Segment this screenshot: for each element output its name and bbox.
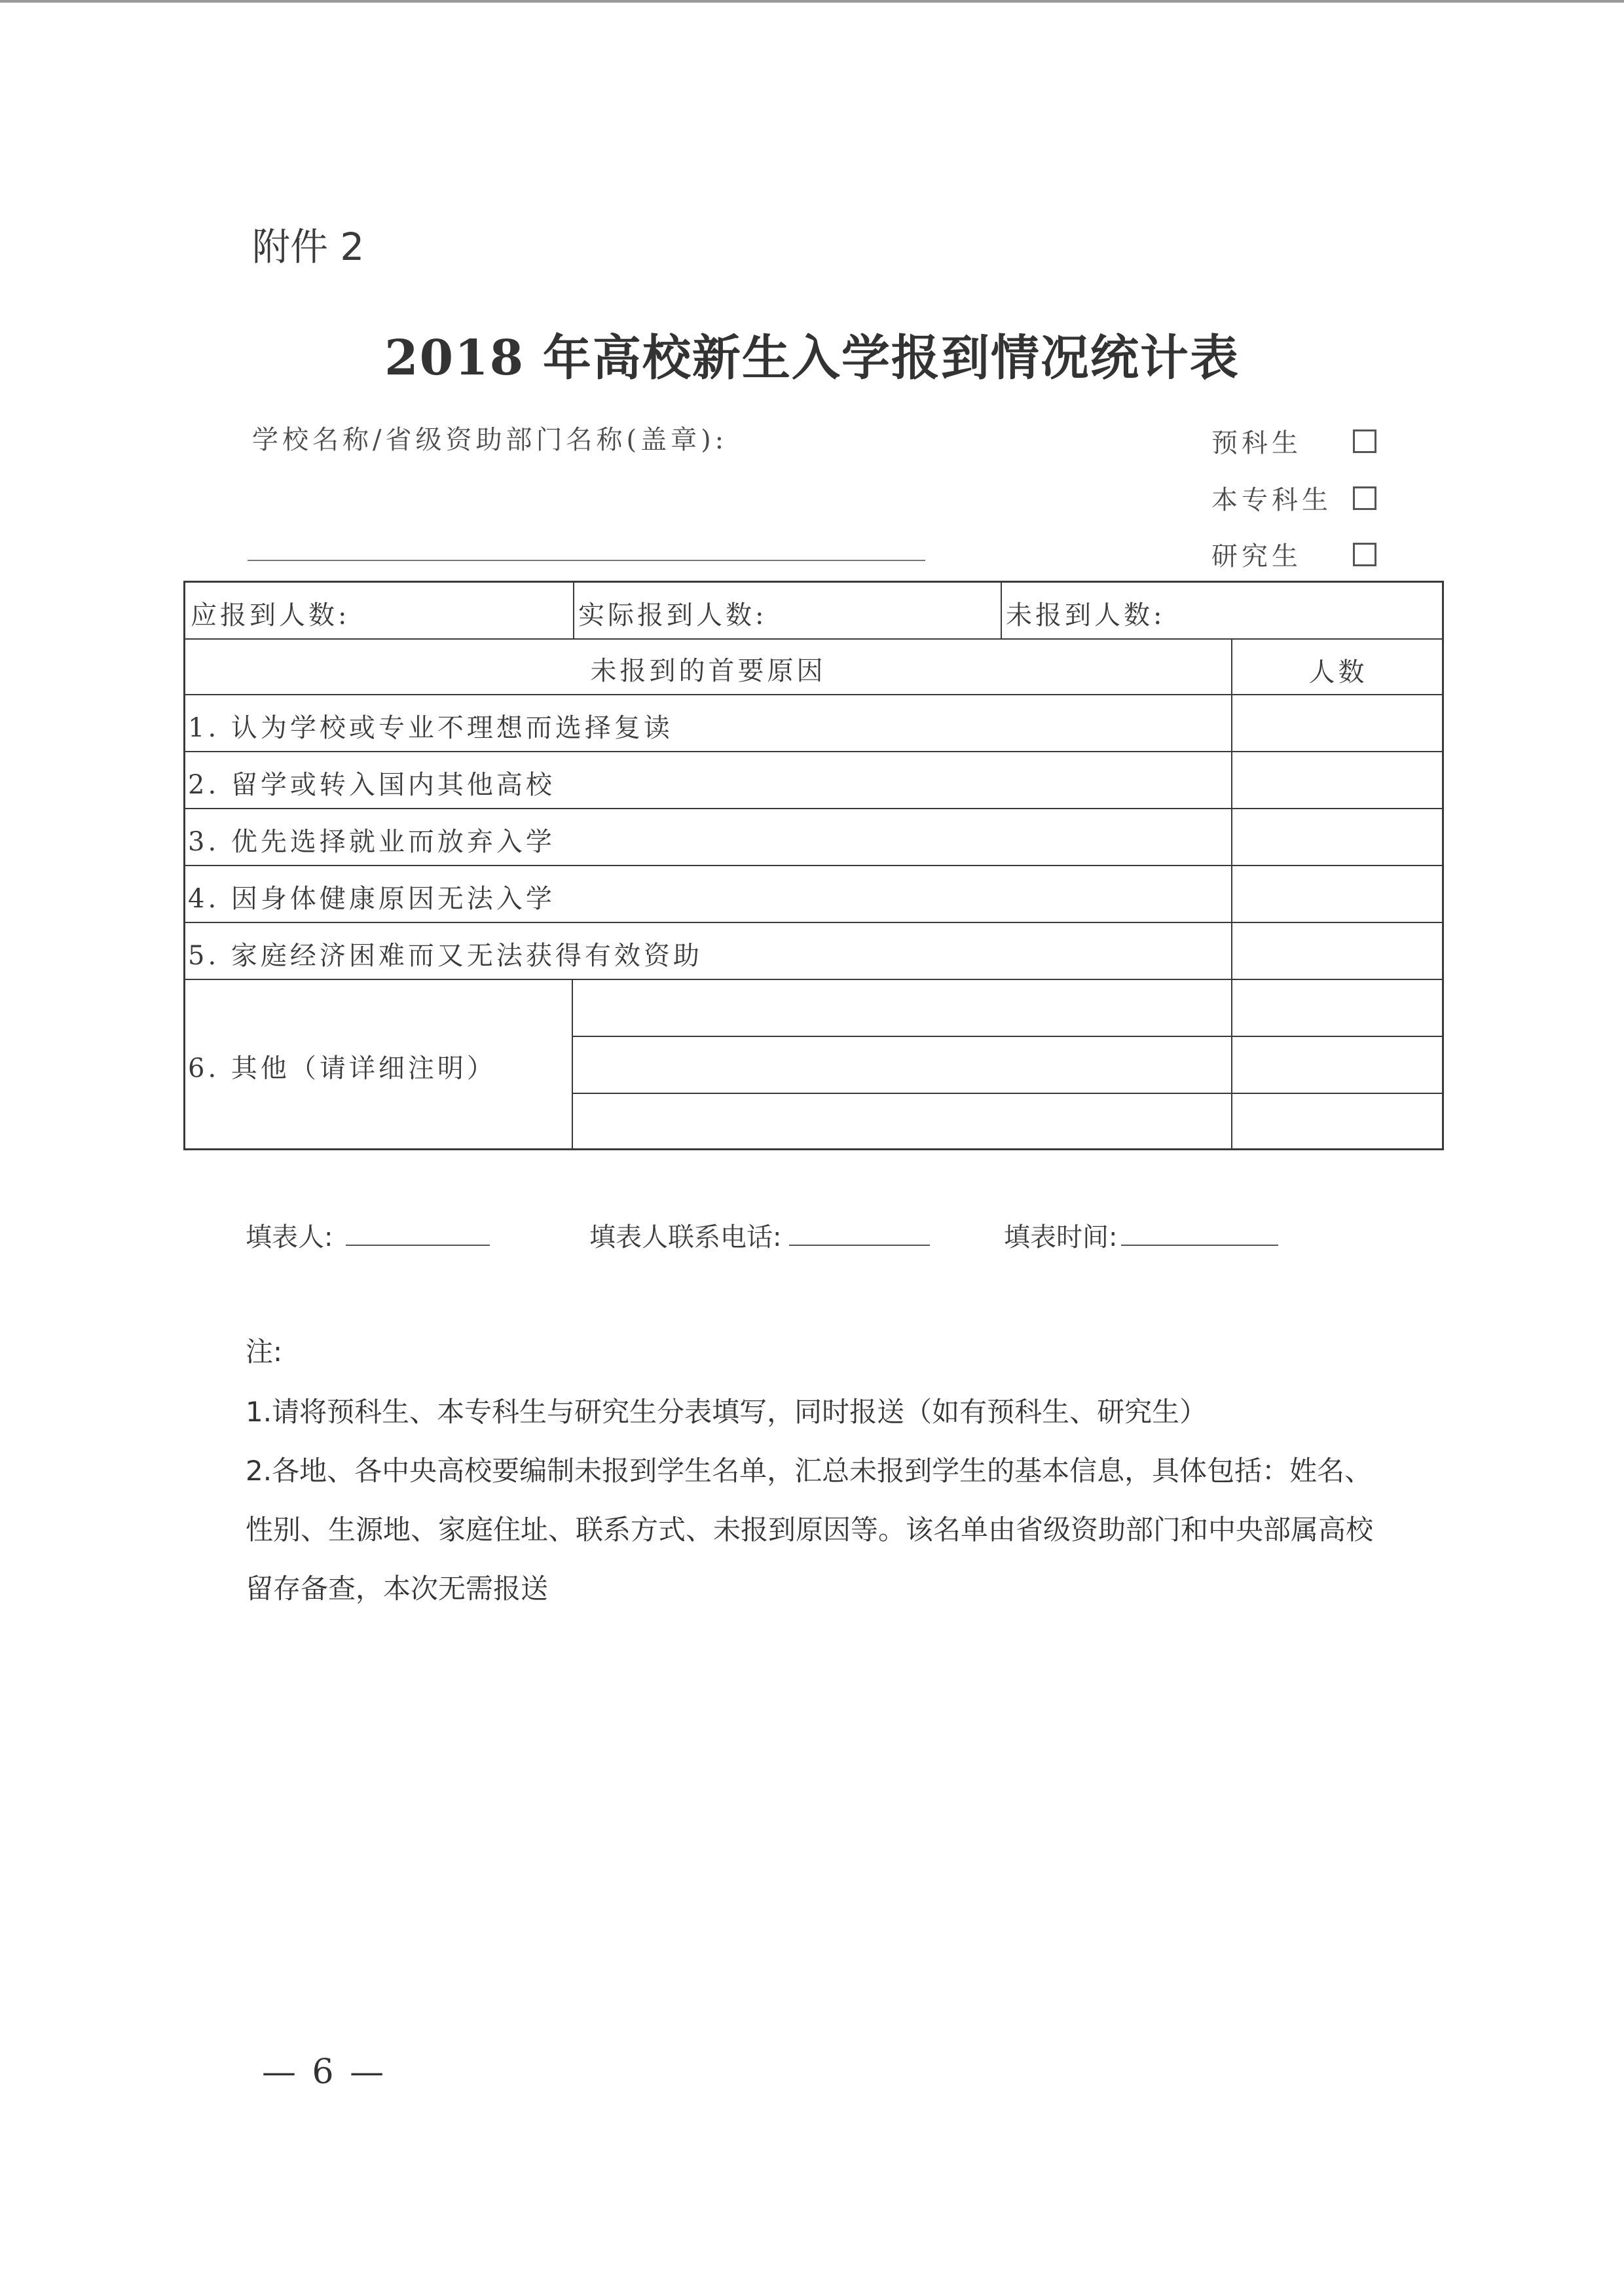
reason-row-1: 1. 认为学校或专业不理想而选择复读: [188, 713, 673, 743]
table-rule: [572, 1093, 1444, 1094]
filler-phone-label: 填表人联系电话:: [589, 1222, 782, 1252]
table-divider: [573, 583, 574, 638]
table-rule: [185, 638, 1444, 640]
note-item-2: 2.各地、各中央高校要编制未报到学生名单，汇总未报到学生的基本信息，具体包括：姓名、性别、生源地、家庭住址、联系方式、未报到原因等。该名单由省级资助部门和中央部属高校留存备查，本次无需报送: [246, 1455, 1374, 1605]
checkbox-preparatory[interactable]: [1353, 429, 1376, 453]
note-item-1: 1.请将预科生、本专科生与研究生分表填写，同时报送（如有预科生、研究生）: [246, 1396, 1208, 1428]
filler-time-label: 填表时间:: [1004, 1222, 1118, 1252]
reason-row-3: 3. 优先选择就业而放弃入学: [188, 827, 555, 857]
checkbox-undergraduate[interactable]: [1353, 486, 1376, 510]
table-rule: [572, 1036, 1444, 1037]
school-name-field[interactable]: [248, 560, 925, 561]
filler-time: [1004, 1216, 1278, 1254]
filler-phone: [589, 1216, 930, 1254]
student-type-label: 预科生: [1211, 428, 1302, 458]
actual-report-label: 实际报到人数:: [578, 600, 767, 630]
notes-section: [246, 1322, 1385, 1618]
count-header: 人数: [1308, 657, 1368, 687]
filler-person-label: 填表人:: [246, 1222, 333, 1252]
filler-person-field[interactable]: [346, 1221, 490, 1246]
attachment-label: 附件 2: [252, 225, 365, 269]
table-rule: [185, 979, 1444, 980]
table-rule: [185, 808, 1444, 809]
reason-header: 未报到的首要原因: [590, 656, 826, 686]
student-type-label: 研究生: [1211, 541, 1302, 572]
checkbox-graduate[interactable]: [1353, 543, 1376, 566]
reason-row-6-other: 6. 其他（请详细注明）: [188, 1053, 496, 1084]
student-type-preparatory[interactable]: [1211, 422, 1376, 460]
table-rule: [185, 694, 1444, 695]
student-type-undergraduate[interactable]: [1211, 479, 1376, 517]
table-divider: [1231, 638, 1232, 1149]
school-name-label: 学校名称/省级资助部门名称(盖章):: [252, 425, 728, 455]
reason-row-2: 2. 留学或转入国内其他高校: [188, 770, 555, 800]
filler-person: [246, 1216, 490, 1254]
page-title: 2018 年高校新生入学报到情况统计表: [384, 330, 1240, 386]
table-rule: [185, 922, 1444, 923]
reason-row-5: 5. 家庭经济困难而又无法获得有效资助: [188, 941, 703, 971]
filler-time-field[interactable]: [1121, 1221, 1278, 1246]
should-report-label: 应报到人数:: [191, 600, 350, 630]
table-rule: [185, 865, 1444, 866]
page-number: — 6 —: [262, 2052, 387, 2092]
table-divider: [572, 979, 573, 1149]
student-type-graduate[interactable]: [1211, 536, 1376, 573]
table-divider: [1001, 583, 1002, 638]
notes-heading: 注:: [246, 1336, 283, 1368]
filler-phone-field[interactable]: [789, 1221, 930, 1246]
page-top-edge: [0, 0, 1624, 3]
reason-row-4: 4. 因身体健康原因无法入学: [188, 884, 555, 914]
not-report-label: 未报到人数:: [1006, 600, 1166, 630]
student-type-label: 本专科生: [1211, 485, 1332, 515]
table-rule: [185, 751, 1444, 752]
report-statistics-table: [183, 581, 1444, 1150]
